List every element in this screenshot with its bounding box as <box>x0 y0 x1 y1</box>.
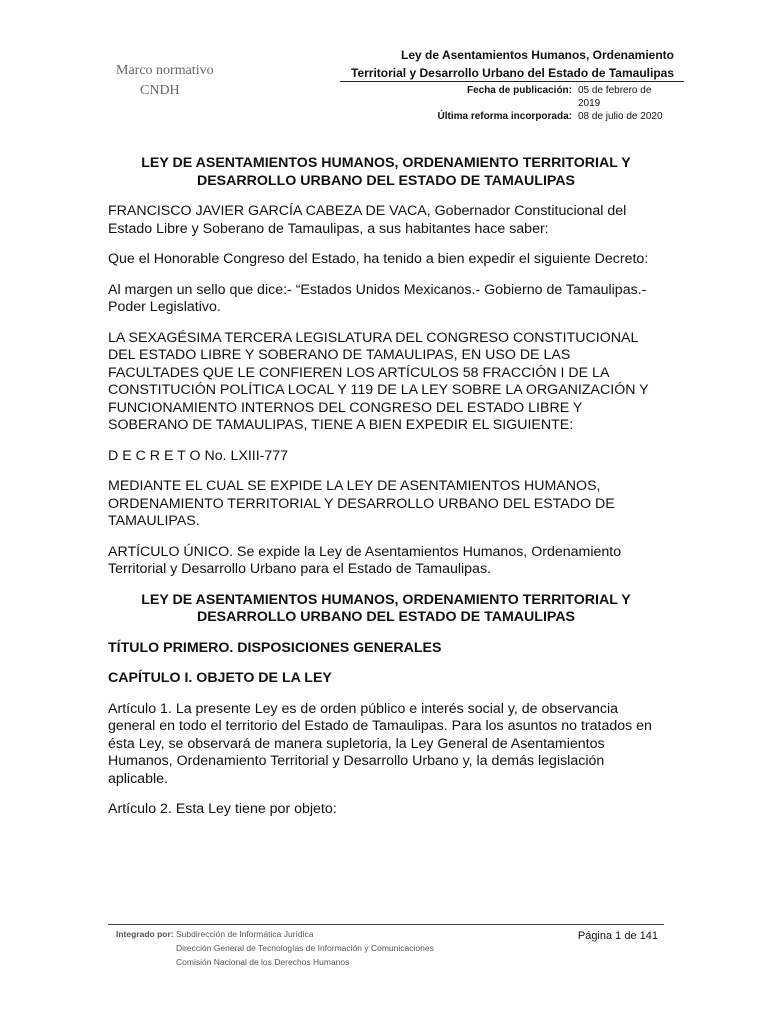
footer-line1: Subdirección de Informática Jurídica <box>175 929 314 939</box>
header-document-title <box>314 46 674 82</box>
header-title-line1: Ley de Asentamientos Humanos, Ordenamiento <box>401 48 674 62</box>
header-title-line2: Territorial y Desarrollo Urbano del Estado de Tamaulipas <box>351 66 674 80</box>
article-2: Artículo 2. Esta Ley tiene por objeto: <box>108 801 337 817</box>
header-org-line2: CNDH <box>140 83 180 98</box>
paragraph-congress: Que el Honorable Congreso del Estado, ha tenido a bien expedir el siguiente Decreto: <box>108 251 649 267</box>
publication-date-label: Fecha de publicación: <box>466 85 572 96</box>
publication-date-value: 05 de febrero de 2019 <box>578 85 652 109</box>
footer-label: Integrado por: <box>116 929 174 939</box>
paragraph-decree-purpose: MEDIANTE EL CUAL SE EXPIDE LA LEY DE ASENTAMIENTOS HUMANOS, ORDENAMIENTO TERRITORIAL Y DESARROLLO URBANO DEL ESTADO DE TAMAULIPAS. <box>108 478 615 529</box>
article-unique: ARTÍCULO ÚNICO. Se expide la Ley de Asentamientos Humanos, Ordenamiento Territorial y Desarrollo Urbano para el Estado de Tamaulipas. <box>108 543 622 577</box>
paragraph-seal: Al margen un sello que dice:- “Estados Unidos Mexicanos.- Gobierno de Tamaulipas.- Poder Legislativo. <box>108 281 647 315</box>
header-dates <box>438 84 674 123</box>
paragraph-legislature: LA SEXAGÉSIMA TERCERA LEGISLATURA DEL CONGRESO CONSTITUCIONAL DEL ESTADO LIBRE Y SOBERANO DE TAMAULIPAS, EN USO DE LAS FACULTADES QUE LE CONFIEREN LOS ARTÍCULOS 58 FRACCIÓN I DE LA CONSTITUCIÓN POLÍTICA LOCAL Y 119 DE LA LEY SOBRE LA ORGANIZACIÓN Y FUNCIONAMIENTO INTERNOS DEL CONGRESO DEL ESTADO LIBRE Y SOBERANO DE TAMAULIPAS, TIENE A BIEN EXPEDIR EL SIGUIENTE: <box>108 329 649 433</box>
header-org-line1: Marco normativo <box>116 63 214 78</box>
page-number: Página 1 de 141 <box>577 930 658 942</box>
chapter-heading: CAPÍTULO I. OBJETO DE LA LEY <box>108 670 332 686</box>
footer-line3: Comisión Nacional de los Derechos Humanos <box>176 957 350 967</box>
document-body <box>108 155 664 832</box>
last-reform-label: Última reforma incorporada: <box>437 111 572 122</box>
title-heading: TÍTULO PRIMERO. DISPOSICIONES GENERALES <box>108 639 442 656</box>
footer-line2: Dirección General de Tecnologías de Información y Comunicaciones <box>176 943 434 953</box>
footer-divider <box>108 924 664 925</box>
footer-credits <box>116 927 434 969</box>
header-divider <box>340 81 684 82</box>
decree-number: D E C R E T O No. LXIII-777 <box>108 447 289 464</box>
paragraph-governor: FRANCISCO JAVIER GARCÍA CABEZA DE VACA, Gobernador Constitucional del Estado Libre y Soberano de Tamaulipas, a sus habitantes hace saber: <box>108 203 627 237</box>
article-1: Artículo 1. La presente Ley es de orden público e interés social y, de observancia general en todo el territorio del Estado de Tamaulipas. Para los asuntos no tratados en ésta Ley, se observará de manera supletoria, la Ley General de Asentamientos Humanos, Ordenamiento Territorial y Desarrollo Urbano y, la demás legislación aplicable. <box>108 700 652 787</box>
law-title: LEY DE ASENTAMIENTOS HUMANOS, ORDENAMIENTO TERRITORIAL Y DESARROLLO URBANO DEL ESTADO DE TAMAULIPAS <box>141 591 631 625</box>
main-title: LEY DE ASENTAMIENTOS HUMANOS, ORDENAMIENTO TERRITORIAL Y DESARROLLO URBANO DEL ESTADO DE TAMAULIPAS <box>141 155 631 189</box>
last-reform-value: 08 de julio de 2020 <box>578 111 663 122</box>
